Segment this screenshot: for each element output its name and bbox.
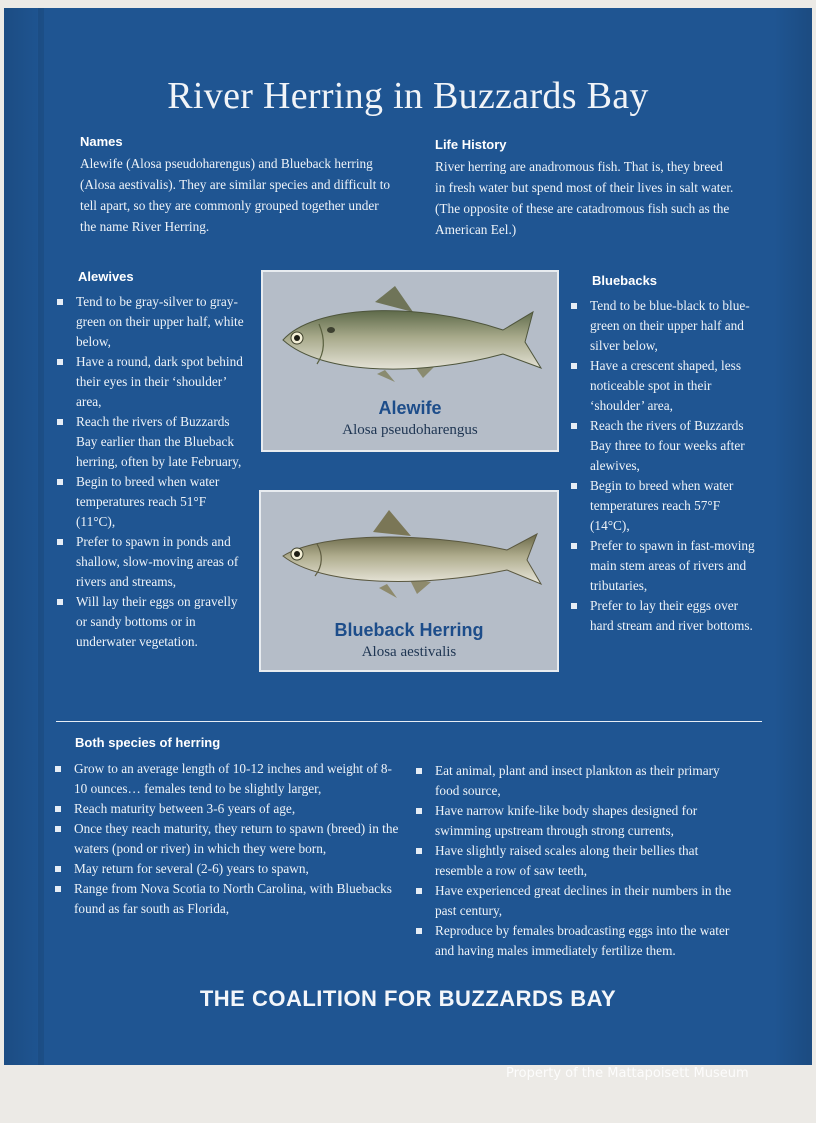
- list-item: Tend to be gray-silver to gray-green on their upper half, white below,: [56, 292, 248, 352]
- bullet-icon: [57, 359, 63, 365]
- list-item: Begin to breed when water temperatures reach 51°F (11°C),: [56, 472, 248, 532]
- section-divider: [56, 721, 762, 722]
- both-right-list: [415, 761, 747, 961]
- bullet-icon: [416, 888, 422, 894]
- list-item: Tend to be blue-black to blue-green on their upper half and silver below,: [570, 296, 760, 356]
- bullet-icon: [55, 826, 61, 832]
- footer-organization: THE COALITION FOR BUZZARDS BAY: [199, 986, 617, 1011]
- bullet-icon: [57, 419, 63, 425]
- list-item: Have a crescent shaped, less noticeable spot in their ‘shoulder’ area,: [570, 356, 760, 416]
- bullet-icon: [416, 808, 422, 814]
- bullet-icon: [55, 866, 61, 872]
- alewife-label: Alewife: [378, 398, 442, 418]
- alewives-list: [56, 292, 248, 652]
- bullet-icon: [55, 806, 61, 812]
- brochure-page: [4, 8, 812, 1065]
- life-history-line: (The opposite of these are catadromous fish such as the: [435, 201, 730, 216]
- page-spine: [38, 8, 44, 1065]
- bullet-icon: [55, 886, 61, 892]
- blueback-scientific-name: Alosa aestivalis: [361, 644, 457, 660]
- life-history-section: [435, 137, 785, 240]
- bullet-icon: [571, 363, 577, 369]
- list-item: Have experienced great declines in their numbers in the past century,: [415, 881, 747, 921]
- list-item: Eat animal, plant and insect plankton as their primary food source,: [415, 761, 747, 801]
- alewife-image-box: [261, 270, 559, 452]
- alewives-heading-wrap: [78, 269, 134, 284]
- list-item: Reach the rivers of Buzzards Bay three to four weeks after alewives,: [570, 416, 760, 476]
- bullet-icon: [571, 483, 577, 489]
- bullet-icon: [571, 303, 577, 309]
- list-item: Will lay their eggs on gravelly or sandy bottoms or in underwater vegetation.: [56, 592, 248, 652]
- bullet-icon: [571, 603, 577, 609]
- life-history-heading: Life History: [435, 137, 507, 152]
- names-line: (Alosa aestivalis). They are similar species and difficult to: [80, 177, 391, 192]
- list-item: Have narrow knife-like body shapes designed for swimming upstream through strong currents,: [415, 801, 747, 841]
- alewives-heading: Alewives: [78, 269, 134, 284]
- life-history-line: in fresh water but spend most of their lives in salt water.: [435, 180, 734, 195]
- names-line: Alewife (Alosa pseudoharengus) and Blueback herring: [80, 156, 373, 171]
- both-heading-wrap: [75, 735, 220, 750]
- names-line: the name River Herring.: [80, 219, 210, 234]
- list-item: May return for several (2-6) years to spawn,: [54, 859, 402, 879]
- bullet-icon: [416, 928, 422, 934]
- names-section: [80, 134, 425, 237]
- list-item: Have slightly raised scales along their bellies that resemble a row of saw teeth,: [415, 841, 747, 881]
- bullet-icon: [57, 599, 63, 605]
- list-item: Begin to breed when water temperatures reach 57°F (14°C),: [570, 476, 760, 536]
- list-item: Reach the rivers of Buzzards Bay earlier than the Blueback herring, often by late February,: [56, 412, 248, 472]
- list-item: Reach maturity between 3-6 years of age,: [54, 799, 402, 819]
- bluebacks-heading: Bluebacks: [592, 273, 658, 288]
- blueback-image-box: [259, 490, 559, 672]
- bullet-icon: [57, 539, 63, 545]
- life-history-line: River herring are anadromous fish. That is, they breed: [435, 159, 723, 174]
- both-left-list: [54, 759, 402, 919]
- alewife-scientific-name: Alosa pseudoharengus: [342, 422, 478, 438]
- museum-watermark: Property of the Mattapoisett Museum: [506, 1066, 749, 1081]
- bullet-icon: [416, 848, 422, 854]
- bullet-icon: [57, 299, 63, 305]
- bluebacks-list: [570, 296, 760, 636]
- bluebacks-heading-wrap: [592, 273, 657, 288]
- list-item: Grow to an average length of 10-12 inches and weight of 8-10 ounces… females tend to be slightly larger,: [54, 759, 402, 799]
- blueback-label: Blueback Herring: [334, 620, 484, 640]
- bullet-icon: [571, 423, 577, 429]
- page-title: River Herring in Buzzards Bay: [167, 75, 649, 117]
- list-item: Prefer to spawn in fast-moving main stem areas of rivers and tributaries,: [570, 536, 760, 596]
- life-history-text: [435, 156, 785, 240]
- both-heading: Both species of herring: [75, 735, 221, 750]
- list-item: Reproduce by females broadcasting eggs into the water and having males immediately fertilize them.: [415, 921, 747, 961]
- list-item: Prefer to lay their eggs over hard stream and river bottoms.: [570, 596, 760, 636]
- list-item: Once they reach maturity, they return to spawn (breed) in the waters (pond or river) in which they were born,: [54, 819, 402, 859]
- bullet-icon: [57, 479, 63, 485]
- names-line: tell apart, so they are commonly grouped together under: [80, 198, 379, 213]
- list-item: Prefer to spawn in ponds and shallow, slow-moving areas of rivers and streams,: [56, 532, 248, 592]
- names-heading: Names: [80, 134, 123, 149]
- list-item: Range from Nova Scotia to North Carolina, with Bluebacks found as far south as Florida,: [54, 879, 402, 919]
- bullet-icon: [55, 766, 61, 772]
- list-item: Have a round, dark spot behind their eyes in their ‘shoulder’ area,: [56, 352, 248, 412]
- bullet-icon: [416, 768, 422, 774]
- life-history-line: American Eel.): [435, 222, 517, 237]
- names-text: [80, 153, 425, 237]
- bullet-icon: [571, 543, 577, 549]
